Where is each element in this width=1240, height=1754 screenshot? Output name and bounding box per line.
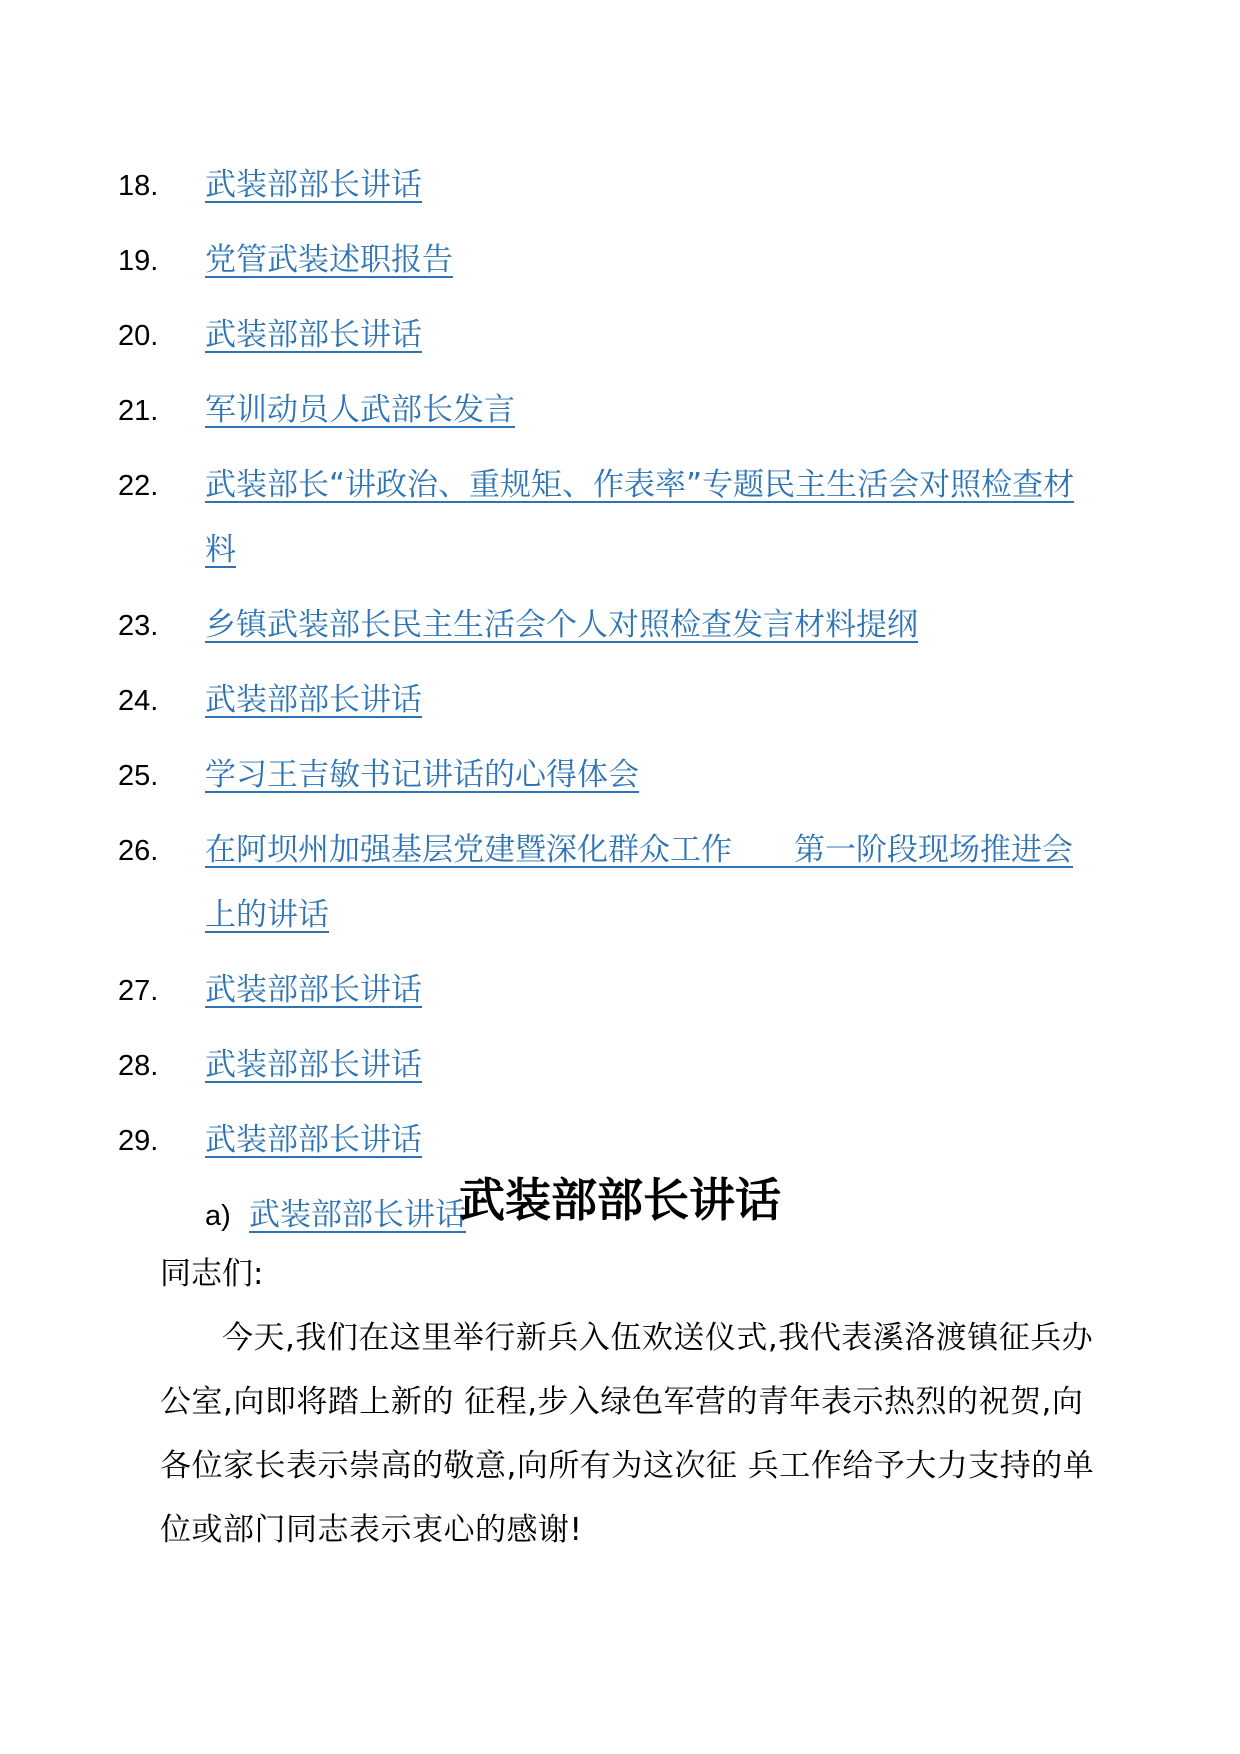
toc-number: 23.	[118, 610, 159, 642]
salutation: 同志们:	[160, 1256, 264, 1292]
toc-link[interactable]: 军训动员人武部长发言	[205, 392, 515, 428]
toc-link[interactable]: 武装部部长讲话	[205, 167, 422, 203]
toc-link[interactable]: 学习王吉敏书记讲话的心得体会	[205, 757, 639, 793]
toc-entry-22	[118, 465, 1098, 583]
toc-number: 25.	[118, 760, 159, 792]
toc-link[interactable]: 武装部长“讲政治、重规矩、作表率”专题民主生活会对照检查材料	[205, 467, 1075, 568]
toc-number: 24.	[118, 685, 159, 717]
toc-number: 20.	[118, 320, 159, 352]
toc-entry-26	[118, 830, 1098, 948]
toc-entry-20	[118, 315, 1098, 368]
toc-number: 28.	[118, 1050, 159, 1082]
toc-entry-25	[118, 755, 1098, 808]
toc-link[interactable]: 武装部部长讲话	[205, 972, 422, 1008]
toc-number: 22.	[118, 470, 159, 502]
document-title: 武装部部长讲话	[459, 1173, 781, 1227]
toc-entry-24	[118, 680, 1098, 733]
toc-link[interactable]: 武装部部长讲话	[205, 317, 422, 353]
toc-number: 21.	[118, 395, 159, 427]
toc-entry-29	[118, 1120, 1098, 1173]
toc-entry-28	[118, 1045, 1098, 1098]
toc-number: 27.	[118, 975, 159, 1007]
toc-link[interactable]: 党管武装述职报告	[205, 242, 453, 278]
body-paragraph: 今天,我们在这里举行新兵入伍欢送仪式,我代表溪洛渡镇征兵办公室,向即将踏上新的 征程,步入绿色军营的青年表示热烈的祝贺,向各位家长表示崇高的敬意,向所有为这次征 兵工作给予大力支持的单位或部门同志表示衷心的感谢!	[160, 1320, 1095, 1548]
toc-entry-21	[118, 390, 1098, 443]
toc-number: 26.	[118, 835, 159, 867]
toc-link[interactable]: 乡镇武装部长民主生活会个人对照检查发言材料提纲	[205, 607, 918, 643]
toc-sub-number: a)	[205, 1200, 231, 1232]
toc-link[interactable]: 在阿坝州加强基层党建暨深化群众工作 第一阶段现场推进会上的讲话	[205, 832, 1073, 933]
toc-entry-23	[118, 605, 1098, 658]
toc-sub-link[interactable]: 武装部部长讲话	[249, 1197, 466, 1233]
document-body	[160, 1242, 1100, 1562]
toc-link[interactable]: 武装部部长讲话	[205, 1122, 422, 1158]
toc-link[interactable]: 武装部部长讲话	[205, 1047, 422, 1083]
toc-entry-27	[118, 970, 1098, 1023]
table-of-contents	[118, 165, 1098, 1270]
toc-entry-18	[118, 165, 1098, 218]
toc-link[interactable]: 武装部部长讲话	[205, 682, 422, 718]
toc-number: 29.	[118, 1125, 159, 1157]
toc-number: 18.	[118, 170, 159, 202]
toc-number: 19.	[118, 245, 159, 277]
toc-entry-19	[118, 240, 1098, 293]
